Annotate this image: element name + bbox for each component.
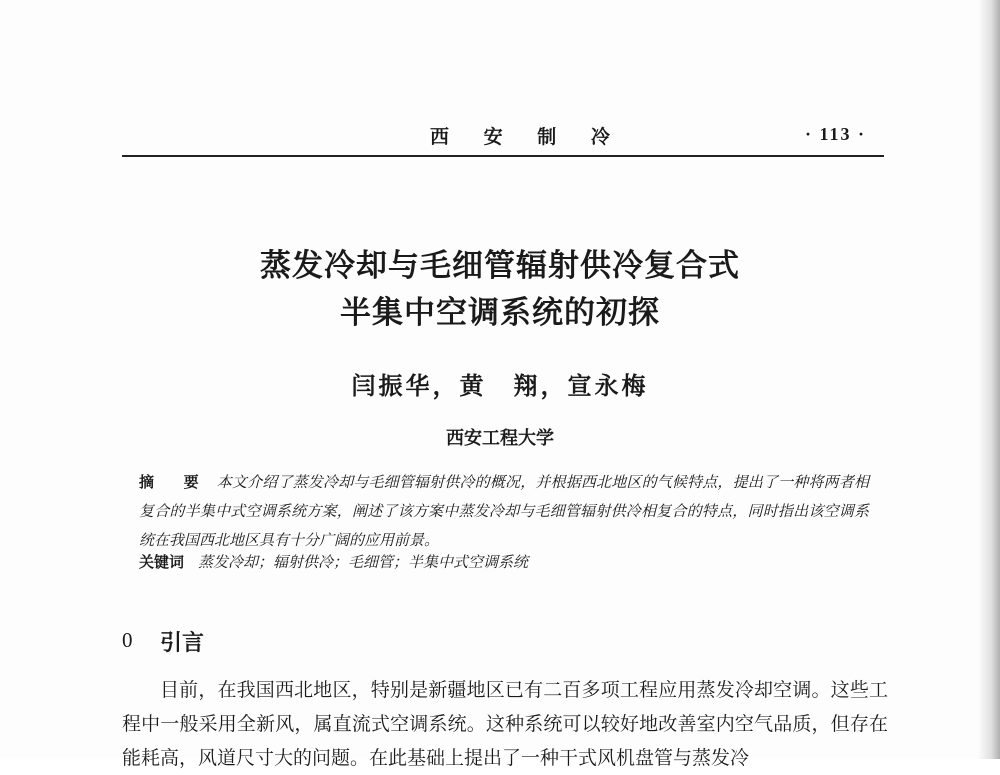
keywords <box>139 551 528 572</box>
keywords-text: 蒸发冷却；辐射供冷；毛细管；半集中式空调系统 <box>198 553 529 571</box>
abstract-text: 本文介绍了蒸发冷却与毛细管辐射供冷的概况，并根据西北地区的气候特点，提出了一种将两者相复合的半集中式空调系统方案，阐述了该方案中蒸发冷却与毛细管辐射供冷相复合的特点，同时指出该空调系统在我国西北地区具有十分广阔的应用前景。 <box>139 473 869 549</box>
journal-name: 西 安 制 冷 <box>430 126 624 148</box>
page-number: · 113 · <box>805 124 867 144</box>
article-title-line-1: 蒸发冷却与毛细管辐射供冷复合式 <box>260 248 740 284</box>
section-number: 0 <box>122 628 133 652</box>
authors: 闫振华，黄 翔，宣永梅 <box>351 371 649 400</box>
affiliation: 西安工程大学 <box>446 428 554 449</box>
section-title: 引言 <box>160 631 205 656</box>
page-edge-shadow <box>978 0 1000 759</box>
abstract <box>139 468 869 555</box>
header-rule <box>122 155 884 157</box>
keywords-label: 关键词 <box>139 553 185 571</box>
body-paragraph: 目前，在我国西北地区，特别是新疆地区已有二百多项工程应用蒸发冷却空调。这些工程中一般采用全新风，属直流式空调系统。这种系统可以较好地改善室内空气品质，但存在能耗高，风道尺寸大的问题。在此基础上提出了一种干式风机盘管与蒸发冷 <box>122 679 888 769</box>
article-title-line-2: 半集中空调系统的初探 <box>340 295 660 331</box>
abstract-label: 摘 要 <box>139 473 211 491</box>
